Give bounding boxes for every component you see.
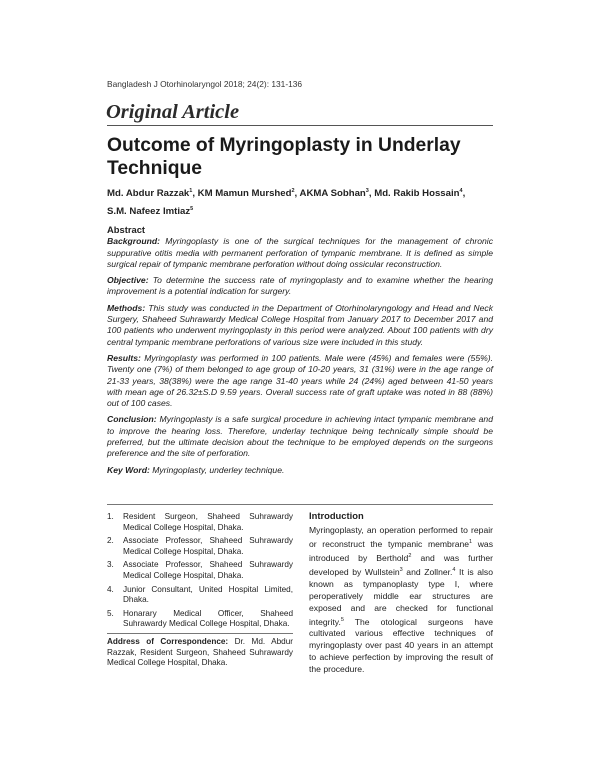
intro-text: and Zollner.	[402, 566, 453, 577]
abstract-background	[107, 236, 493, 270]
correspondence-rule	[107, 633, 293, 634]
correspondence-text: Dr. Md. Abdur Razzak, Resident Surgeon, Shaheed Suhrawardy Medical College Hospital, Dhaka.	[107, 636, 294, 668]
conclusion-label: Conclusion:	[107, 414, 157, 425]
affiliation-item	[107, 512, 293, 533]
affiliation-item	[107, 609, 293, 630]
abstract-conclusion	[107, 414, 493, 459]
affiliation-item	[107, 560, 293, 581]
affiliation-text: Associate Professor, Shaheed Suhrawardy Medical College Hospital, Dhaka.	[123, 560, 293, 580]
author-name: Md. Abdur Razzak	[107, 188, 190, 200]
citation-mark: 4	[452, 566, 456, 573]
affiliation-text: Junior Consultant, United Hospital Limited, Dhaka.	[123, 584, 293, 605]
methods-text: This study was conducted in the Department of Otorhinolaryngology and Head and Neck Surgery, Shaheed Suhrawardy Medical College Hospital from January 2017 to December 2017 and 100 patients who underwent myringoplasty in this period were analyzed. About 100 patients with dry central tympanic membrane perforations of various size were included in this study.	[107, 302, 494, 347]
citation-mark: 3	[399, 566, 403, 573]
author-name: Md. Rakib Hossain	[374, 188, 460, 200]
abstract-methods	[107, 303, 493, 348]
author-name: S.M. Nafeez Imtiaz	[107, 205, 191, 217]
introduction-paragraph	[309, 524, 493, 675]
article-type-heading: Original Article	[106, 101, 240, 123]
author-affiliation-mark: 5	[190, 205, 194, 212]
affiliation-item	[107, 585, 293, 606]
methods-label: Methods:	[107, 302, 146, 313]
objective-text: To determine the success rate of myringoplasty and to examine whether the hearing improvement is a potential indication for surgery.	[107, 275, 493, 297]
author-affiliation-mark: 2	[291, 188, 295, 194]
correspondence-block	[107, 637, 293, 669]
intro-text: and was further developed by Wullstein	[309, 552, 493, 577]
author-name: KM Mamun Murshed	[197, 188, 292, 200]
objective-label: Objective:	[107, 275, 149, 286]
author-affiliation-mark: 4	[459, 188, 463, 194]
affiliation-item	[107, 536, 293, 557]
author-affiliation-mark: 3	[365, 188, 369, 194]
keyword-label: Key Word:	[107, 464, 150, 475]
author-affiliation-mark: 1	[189, 188, 193, 194]
keyword-text: Myringoplasty, underley technique.	[152, 464, 285, 475]
correspondence-label: Address of Correspondence:	[107, 636, 229, 646]
abstract-objective	[107, 275, 493, 298]
abstract-keywords	[107, 465, 493, 476]
affiliation-number: 1.	[107, 512, 114, 521]
intro-text: The otological surgeons have cultivated various effective techniques of myringoplasty over past 40 years in an attempt to achieve perfection by improving the result of the procedure.	[309, 616, 493, 675]
journal-reference: Bangladesh J Otorhinolaryngol 2018; 24(2): 131-136	[107, 79, 303, 89]
article-title: Outcome of Myringoplasty in Underlay Technique	[107, 135, 461, 179]
affiliation-number: 2.	[107, 536, 114, 546]
introduction-column	[309, 510, 493, 675]
abstract-results	[107, 353, 493, 409]
header-rule	[107, 125, 493, 126]
results-label: Results:	[107, 352, 141, 363]
background-text: Myringoplasty is one of the surgical techniques for the management of chronic suppurative otitis media with permanent perforation of tympanic membrane. It is defined as simple surgical repair of tympanic membrane perforation without doing ossicular reconstruction.	[107, 236, 494, 269]
intro-text: was introduced by Berthold	[309, 538, 494, 563]
author-list: Md. Abdur Razzak$^1$, KM Mamun Murshed$^2$, AKMA Sobhan$^3$, Md. Rakib Hossain$^4$, S.M. Nafeez Imtiaz$^5$	[107, 188, 466, 217]
affiliation-text: Associate Professor, Shaheed Suhrawardy Medical College Hospital, Dhaka.	[123, 536, 293, 556]
affiliation-text: Resident Surgeon, Shaheed Suhrawardy Medical College Hospital, Dhaka.	[123, 512, 293, 532]
background-label: Background:	[107, 236, 160, 247]
abstract-section	[107, 224, 493, 481]
citation-mark: 5	[340, 616, 344, 623]
author-name: AKMA Sobhan	[299, 188, 366, 200]
section-divider	[107, 504, 493, 505]
affiliation-number: 5.	[107, 608, 114, 618]
abstract-heading: Abstract	[107, 224, 146, 235]
intro-text: It is also known as tympanoplasty type I, where peroperatively middle ear structures are exposed and are checked for functional integrity.	[309, 566, 493, 627]
affiliation-number: 4.	[107, 584, 114, 594]
intro-text: Myringoplasty, an operation performed to repair or reconstruct the tympanic membrane	[309, 525, 493, 549]
affiliations-column	[107, 512, 293, 669]
introduction-heading: Introduction	[309, 510, 364, 521]
affiliation-list	[107, 512, 293, 630]
affiliation-text: Honarary Medical Officer, Shaheed Suhrawardy Medical College Hospital, Dhaka.	[123, 608, 293, 629]
conclusion-text: Myringoplasty is a safe surgical procedure in achieving intact tympanic membrane and to improve the hearing loss. Therefore, underlay technique being technically simple should be preferred, but the ultimate decision about the technique to be employed depends on the surgeons preference and the site of perforation.	[107, 414, 493, 459]
results-text: Myringoplasty was performed in 100 patients. Male were (45%) and females were (55%). Twenty one (7%) of them belonged to age group of 10-20 years, 31 (31%) were in the age range of 21-33 years, 38(38%) were the age range 31-40 years while 24 (24%) aged between 41-50 years with mean age of 26.32±S.D 9.59 years. Overall success rate of graft uptake was noted in 88 (88%) out of 100 cases.	[107, 352, 493, 409]
citation-mark: 2	[408, 552, 412, 559]
affiliation-number: 3.	[107, 560, 114, 570]
citation-mark: 1	[469, 539, 473, 545]
